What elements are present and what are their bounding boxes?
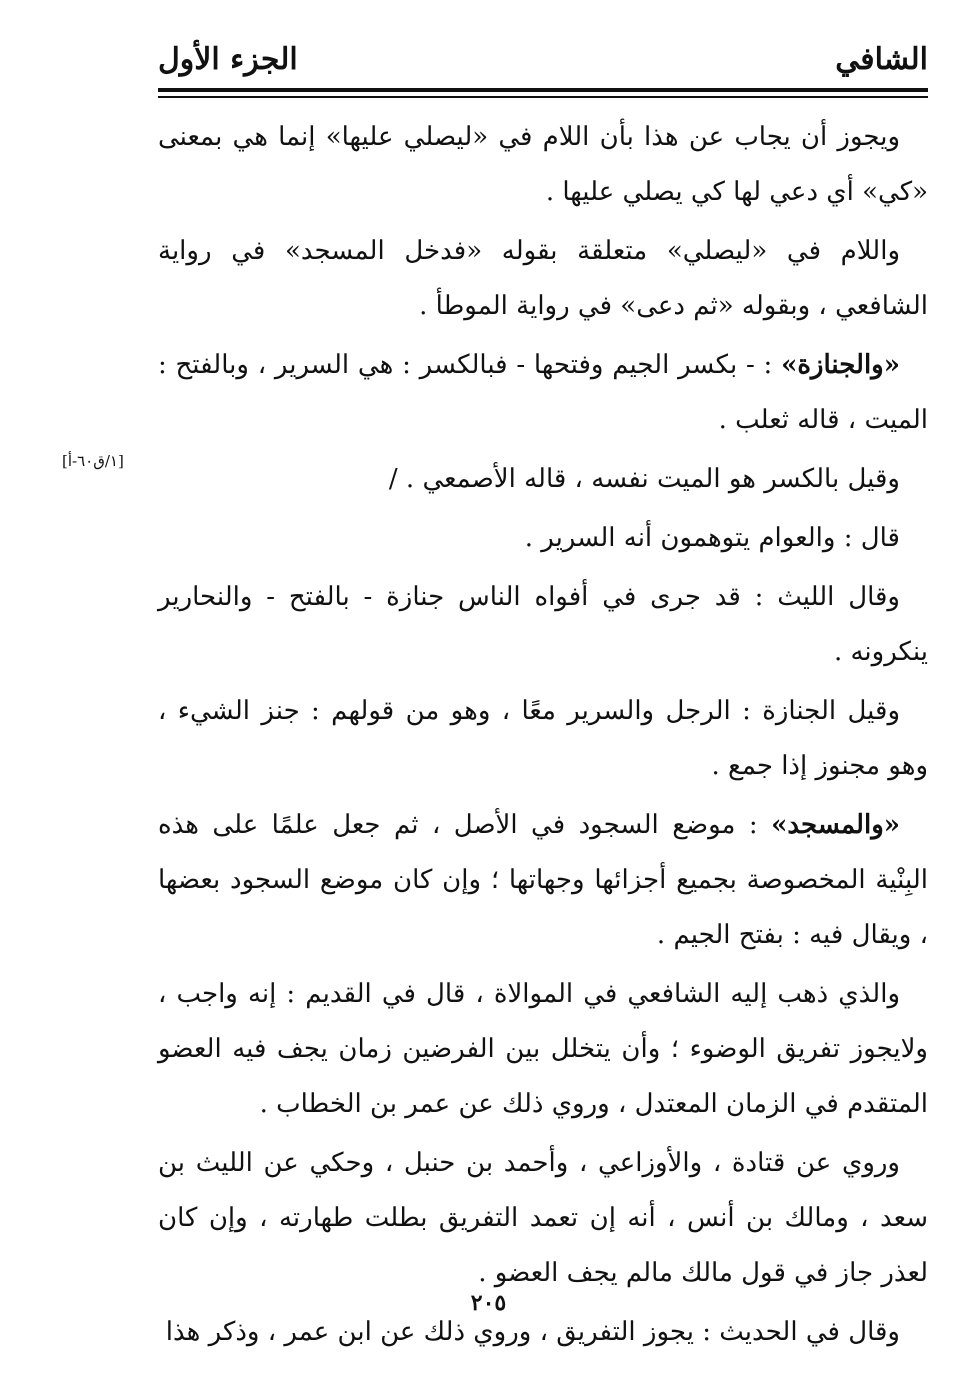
paragraph bbox=[158, 570, 928, 680]
paragraph bbox=[158, 224, 928, 334]
paragraph-text: قال : والعوام يتوهمون أنه السرير . bbox=[524, 523, 900, 553]
paragraph-text: والذي ذهب إليه الشافعي في الموالاة ، قال في القديم : إنه واجب ، ولايجوز تفريق الوضوء ؛ وأن يتخلل بين الفرضين زمان يجف فيه العضو المتقدم في الزمان المعتدل ، وروي ذلك عن عمر بن الخطاب . bbox=[158, 979, 928, 1119]
manuscript-folio-note: [١/ق٦٠-أ] bbox=[62, 452, 124, 470]
paragraph-text: وقال في الحديث : يجوز التفريق ، وروي ذلك عن ابن عمر ، وذكر هذا bbox=[165, 1317, 900, 1347]
page-number: ٢٠٥ bbox=[470, 1290, 507, 1316]
body-text bbox=[158, 110, 928, 1364]
paragraph bbox=[158, 338, 928, 448]
paragraph bbox=[158, 452, 928, 507]
paragraph bbox=[158, 798, 928, 963]
paragraph-text: : موضع السجود في الأصل ، ثم جعل علمًا على هذه البِنْية المخصوصة بجميع أجزائها وجهاتها ؛ وإن كان موضع السجود بعضها ، ويقال فيه : بفتح الجيم . bbox=[158, 810, 928, 950]
paragraph bbox=[158, 1136, 928, 1301]
paragraph-text: وقيل بالكسر هو الميت نفسه ، قاله الأصمعي . / bbox=[388, 464, 900, 494]
header-rule-thick bbox=[158, 88, 928, 92]
running-header bbox=[158, 38, 928, 82]
paragraph-text: : - بكسر الجيم وفتحها - فبالكسر : هي السرير ، وبالفتح : الميت ، قاله ثعلب . bbox=[158, 350, 928, 435]
volume-label: الجزء الأول bbox=[158, 42, 298, 77]
paragraph-text: وقيل الجنازة : الرجل والسرير معًا ، وهو من قولهم : جنز الشيء ، وهو مجنوز إذا جمع . bbox=[158, 696, 928, 781]
book-title: الشافي bbox=[835, 42, 928, 77]
paragraph bbox=[158, 684, 928, 794]
paragraph-text: واللام في «ليصلي» متعلقة بقوله «فدخل المسجد» في رواية الشافعي ، وبقوله «ثم دعى» في رواية الموطأ . bbox=[158, 236, 928, 321]
paragraph-lemma: «والمسجد» bbox=[771, 810, 900, 840]
paragraph-text: وقال الليث : قد جرى في أفواه الناس جنازة - بالفتح - والنحارير ينكرونه . bbox=[158, 582, 928, 667]
paragraph-text: وروي عن قتادة ، والأوزاعي ، وأحمد بن حنبل ، وحكي عن الليث بن سعد ، ومالك بن أنس ، أنه إن تعمد التفريق بطلت طهارته ، وإن كان لعذر جاز في قول مالك مالم يجف العضو . bbox=[158, 1148, 928, 1288]
paragraph-text: ويجوز أن يجاب عن هذا بأن اللام في «ليصلي عليها» إنما هي بمعنى «كي» أي دعي لها كي يصلي عليها . bbox=[158, 122, 928, 207]
paragraph bbox=[158, 967, 928, 1132]
paragraph-lemma: «والجنازة» bbox=[781, 350, 900, 380]
paragraph bbox=[158, 110, 928, 220]
header-rule-thin bbox=[158, 96, 928, 98]
paragraph bbox=[158, 511, 928, 566]
